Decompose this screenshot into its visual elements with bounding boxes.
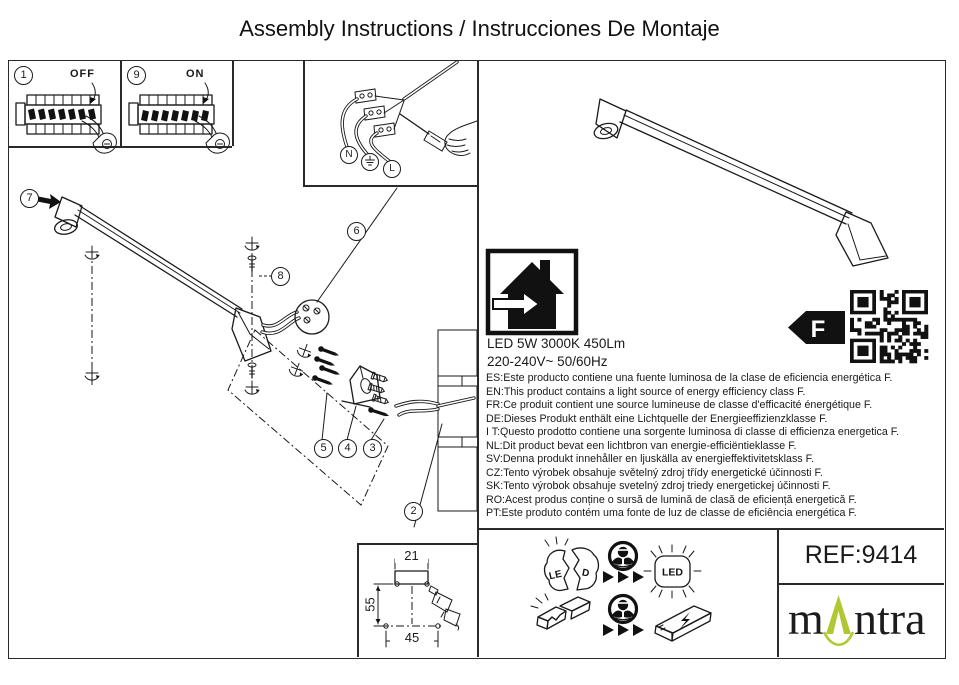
exploded-diagram [35,188,477,527]
lang-line: FR:Ce produit contient une source lumineuse de classe d'efficacité énergétique F. [486,399,873,411]
reference-number: REF:9414 [804,541,918,569]
dim-top: 21 [395,548,428,563]
part-label-5: 5 [314,439,333,458]
lang-line: CZ:Tento výrobek obsahuje světelný zdroj třídy energetické účinnosti F. [486,466,823,479]
off-label: OFF [70,68,95,80]
service-icons [531,537,711,641]
brand-text-ntra: ntra [854,593,926,644]
led-module-text: LED [662,566,683,579]
part-label-9: 9 [127,66,146,85]
power-spec: 220-240V~ 50/60Hz [487,354,608,369]
terminal-l-label: L [383,160,401,178]
lang-line: NL:Dit product bevat een lichtbron van energie-efficiëntieklasse F. [486,439,797,452]
lang-line: RO:Acest produs conține o sursă de lumină de clasă de eficiență energetică F. [486,493,857,506]
lang-line: PT:Este produto contém uma fonte de luz de classe de eficiência energética F. [486,507,857,519]
wiring-detail-drawing [342,62,477,161]
part-label-2: 2 [404,502,423,521]
indoor-use-icon [488,251,576,333]
qr-code [850,290,928,363]
driver-icon [655,606,711,641]
part-label-4: 4 [338,439,357,458]
assembled-lamp-drawing [593,99,888,266]
energy-class-letter: F [810,316,826,343]
brand-text-m: m [788,593,824,644]
qualified-person-icon [610,543,637,570]
broken-driver-icon [531,594,590,629]
lang-line: DE:Dieses Produkt enthält eine Lichtquelle der Energieeffizienzklasse F. [486,412,828,425]
earth-icon [361,153,379,171]
part-label-1: 1 [14,66,33,85]
on-label: ON [186,68,205,80]
terminal-n-label: N [340,146,358,164]
energy-class-f-arrow [788,311,845,344]
hand-icon [445,121,477,155]
breaker-on-drawing [129,83,229,153]
part-label-7: 7 [20,189,39,208]
part-label-8: 8 [271,267,290,286]
lang-line: I T:Questo prodotto contiene una sorgente luminosa di classe di efficienza energetica F. [486,426,900,438]
lang-line: SK:Tento výrobok obsahuje svetelný zdroj triedy energetickej účinnosti F. [486,480,831,492]
broken-led-text-right: D [580,567,591,580]
part-label-3: 3 [363,439,382,458]
drill-icon [429,586,460,630]
brand-logo [778,584,944,656]
part-label-6: 6 [347,222,366,241]
brand-caret-icon [826,595,851,634]
screwdriver-icon [400,114,447,151]
led-spec: LED 5W 3000K 450Lm [487,336,626,351]
broken-led-text-left: LE [548,568,563,583]
dim-bottom: 45 [390,630,434,645]
lang-line: SV:Denna produkt innehåller en ljuskälla av energieffektivitetsklass F. [486,453,814,465]
mantra-logo [786,588,936,652]
lang-line: EN:This product contains a light source of energy efficiency class F. [486,385,806,398]
led-module-icon [644,545,701,598]
qualified-person-icon [610,596,637,623]
lang-line: ES:Este producto contiene una fuente luminosa de la clase de eficiencia energética F. [486,372,893,384]
breaker-off-drawing [16,83,116,153]
broken-led-icon [545,537,599,590]
dim-side: 55 [363,591,378,619]
wall-hatch [438,330,477,511]
energy-language-lines [486,372,942,521]
page-title: Assembly Instructions / Instrucciones De Montaje [239,16,720,41]
